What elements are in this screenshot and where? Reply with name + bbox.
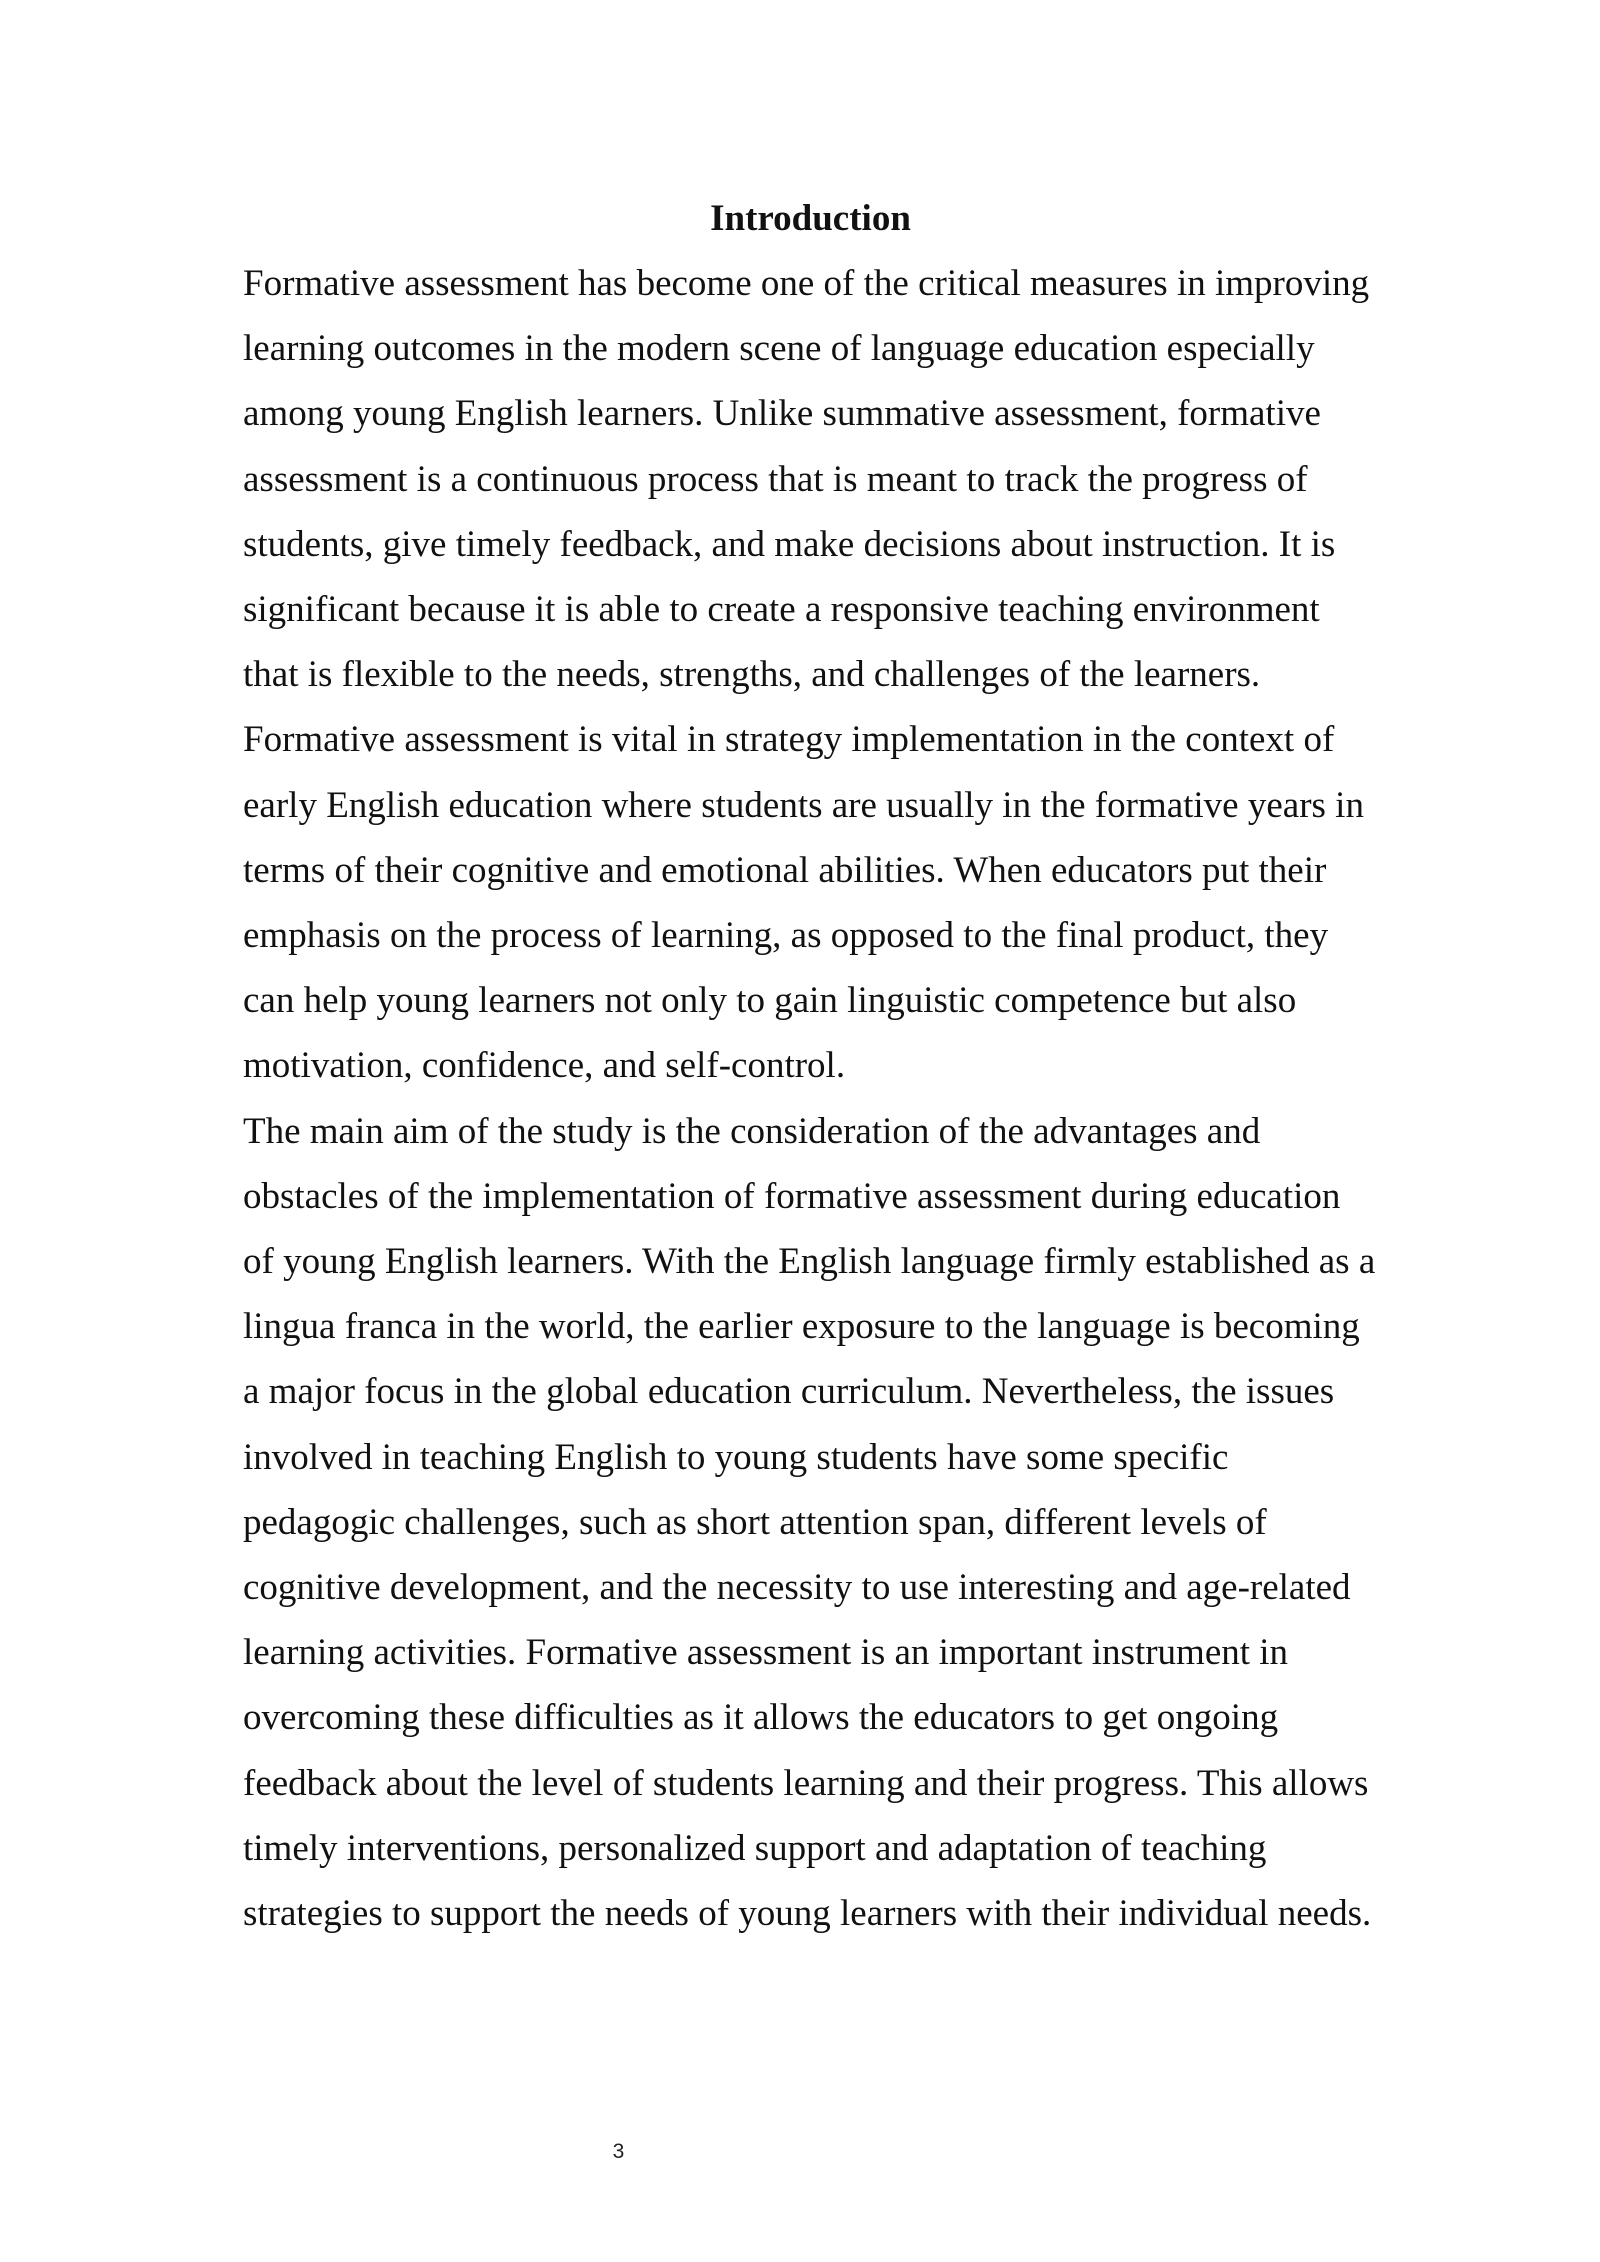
page-number: 3 xyxy=(612,2140,625,2163)
paragraph-2: The main aim of the study is the consideration of the advantages and obstacles of the implementation of formative assessment during education of young English learners. With the English language firmly established as a lingua franca in the world, the earlier exposure to the language is becoming a major focus in the global education curriculum. Nevertheless, the issues involved in teaching English to young students have some specific pedagogic challenges, such as short attention span, different levels of cognitive development, and the necessity to use interesting and age-related learning activities. Formative assessment is an important instrument in overcoming these difficulties as it allows the educators to get ongoing feedback about the level of students learning and their progress. This allows timely interventions, personalized support and adaptation of teaching strategies to support the needs of young learners with their individual needs. xyxy=(243,1110,1376,1935)
paragraph-1: Formative assessment has become one of the critical measures in improving learning outcomes in the modern scene of language education especially among young English learners. Unlike summative assessment, formative assessment is a continuous process that is meant to track the progress of students, give timely feedback, and make decisions about instruction. It is significant because it is able to create a responsive teaching environment that is flexible to the needs, strengths, and challenges of the learners. Formative assessment is vital in strategy implementation in the context of early English education where students are usually in the formative years in terms of their cognitive and emotional abilities. When educators put their emphasis on the process of learning, as opposed to the final product, they can help young learners not only to gain linguistic competence but also motivation, confidence, and self-control. xyxy=(243,263,1370,1087)
page-content xyxy=(243,186,1378,1946)
section-heading: Introduction xyxy=(710,198,911,239)
